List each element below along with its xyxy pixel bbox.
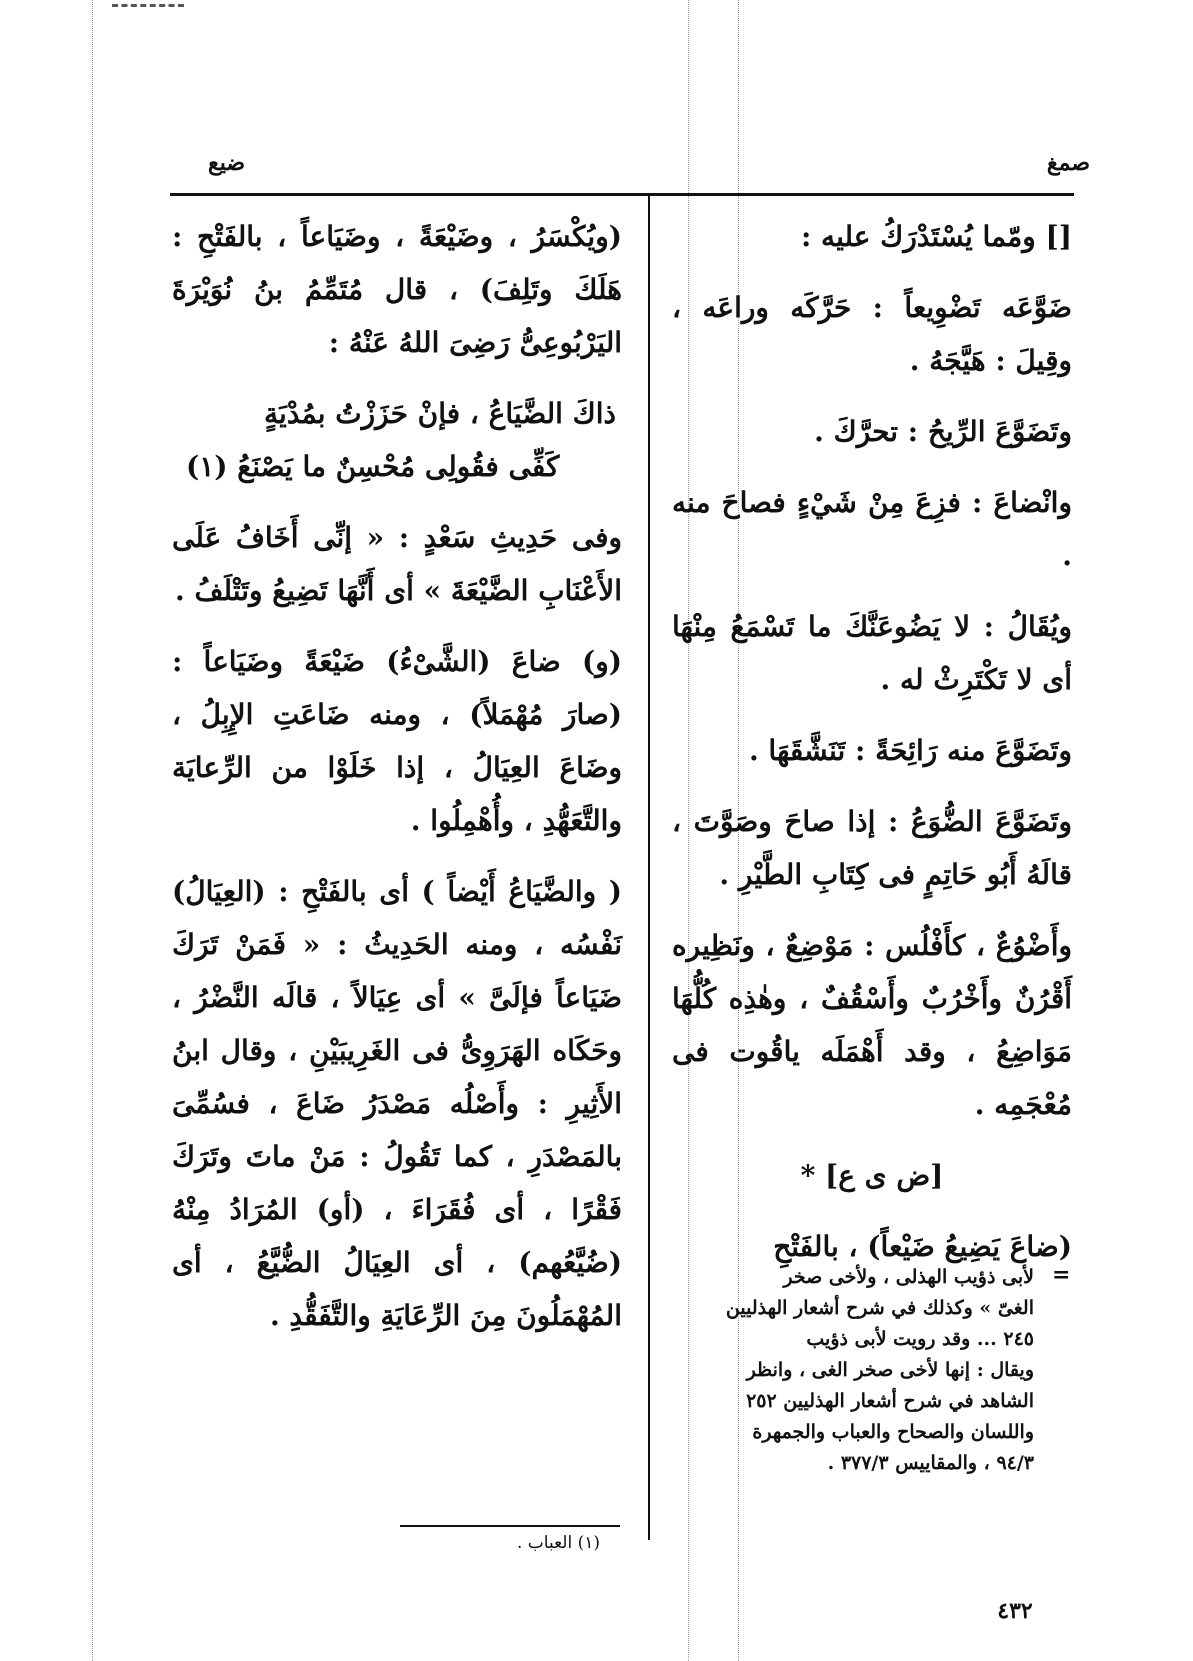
paragraph: وتَضَوَّعَ منه رَائِحَةً : تَنَشَّقَهَا . <box>748 734 1072 767</box>
footnote-line: ٩٤/٣ ، والمقاييس ٣٧٧/٣ . <box>827 1452 1034 1474</box>
column-divider <box>648 196 650 1540</box>
verse-hemistich: ذاكَ الضَّيَاعُ ، فإنْ حَزَزْتُ بمُدْيَةٍ <box>264 397 616 430</box>
footnote-line: لأبى ذؤيب الهذلى ، ولأخى صخر <box>783 1266 1034 1288</box>
paragraph: ويُقَالُ : لا يَضُوعَنَّكَ ما تَسْمَعُ مِنْهَا أى لا تَكْتَرِثْ له . <box>672 610 1072 696</box>
entry-heading: [ض ى ع] * <box>800 1159 944 1192</box>
footnote-left: (١) العباب . <box>516 1533 600 1553</box>
footnote-line: ويقال : إنها لأخى صخر الغى ، وانظر <box>746 1359 1034 1381</box>
paragraph: (ويُكْسَرُ ، وضَيْعَةً ، وضَيَاعاً ، بالفَتْحِ : هَلَكَ وتَلِفَ) ، قال مُتَمِّمُ بنُ نُوَيْرَةَ اليَرْبُوعِىُّ رَضِىَ اللهُ عَنْهُ : <box>172 220 622 359</box>
footnote-line: واللسان والصحاح والعباب والجمهرة <box>752 1421 1034 1443</box>
footnote-continuation-mark: = <box>1052 1262 1071 1288</box>
paragraph: وأَضْوُعٌ ، كأَفْلُس : مَوْضِعٌ ، ونَظِيره أَقْرُنٌ وأَخْرُبٌ وأَسْقُفٌ ، وهٰذِه كُلُّهَا مَوَاضِعُ ، وقد أَهْمَلَه ياقُوت فى مُعْجَمِه . <box>672 929 1072 1121</box>
page-number: ٤٣٢ <box>997 1598 1033 1624</box>
footnote-line: الشاهد في شرح أشعار الهذليين ٢٥٢ <box>746 1390 1034 1412</box>
paragraph: وتَضَوَّعَ الضُّوَعُ : إذا صاحَ وصَوَّتَ ، قالَهُ أَبُو حَاتِمٍ فى كِتَابِ الطَّيْرِ . <box>672 805 1072 891</box>
footnote-line: ٢٤٥ ... وقد رويت لأبى ذؤيب <box>806 1328 1034 1350</box>
footnote-line: الغىّ » وكذلك في شرح أشعار الهذليين <box>725 1297 1034 1319</box>
verse-hemistich: كَفِّى فقُولِى مُحْسِنٌ ما يَصْنَعُ (١) <box>186 450 560 483</box>
scan-fold-line <box>92 0 93 1661</box>
running-head-left: ضيع <box>208 150 246 176</box>
scan-mark <box>112 4 184 11</box>
paragraph: (و) ضاعَ (الشَّىْءُ) ضَيْعَةً وضَيَاعاً : (صارَ مُهْمَلاً) ، ومنه ضَاعَتِ الإِبِلُ ، وضَاعَ العِيَالُ ، إذا خَلَوْا من الرِّعايَة والتَّعَهُّدِ ، وأُهْمِلُوا . <box>172 645 622 837</box>
paragraph: ضَوَّعَه تَضْوِيعاً : حَرَّكَه وراعَه ، وقِيلَ : هَيَّجَهُ . <box>672 291 1072 377</box>
right-column <box>672 210 1072 1291</box>
paragraph: وانْضاعَ : فزِعَ مِنْ شَيْءٍ فصاحَ منه . <box>672 486 1072 572</box>
footnote-right <box>694 1262 1034 1479</box>
paragraph: وفى حَدِيثِ سَعْدٍ : « إنِّى أَخَافُ عَلَى الأَعْنَابِ الضَّيْعَةَ » أى أَنَّهَا تَضِيعُ وتَتْلَفُ . <box>172 521 622 607</box>
entry-opening: (ضاعَ يَضِيعُ ضَيْعاً) ، بالفَتْحِ <box>773 1230 1072 1263</box>
paragraph: ( والضَّيَاعُ أَيْضاً ) أى بالفَتْحِ : (العِيَالُ) نَفْسُه ، ومنه الحَدِيثُ : « فَمَنْ تَرَكَ ضَيَاعاً فإلَىَّ » أى عِيَالاً ، قالَه النَّضْرُ ، وحَكَاه الهَرَوِىُّ فى الغَرِيبَيْنِ ، وقال ابنُ الأَثِيرِ : وأَصْلُه مَصْدَرُ ضَاعَ ، فسُمِّىَ بالمَصْدَرِ ، كما تَقُولُ : مَنْ ماتَ وتَرَكَ فَقْرًا ، أى فُقَرَاءَ ، (أو) المُرَادُ مِنْهُ (ضُيَّعُهم) ، أى العِيَالُ الضُّيَّعُ ، أى المُهْمَلُونَ مِنَ الرِّعَايَةِ والتَّفَقُّدِ . <box>172 875 622 1332</box>
addendum-intro: [] ومّما يُسْتَدْرَكُ عليه : <box>800 220 1072 253</box>
header-rule <box>170 193 1074 196</box>
footnote-rule <box>400 1525 620 1527</box>
poem-verse <box>172 387 622 493</box>
left-column <box>172 210 622 1360</box>
paragraph: وتَضَوَّعَ الرِّيحُ : تحرَّكَ . <box>814 415 1072 448</box>
running-head-right: صمغ <box>1046 150 1090 176</box>
